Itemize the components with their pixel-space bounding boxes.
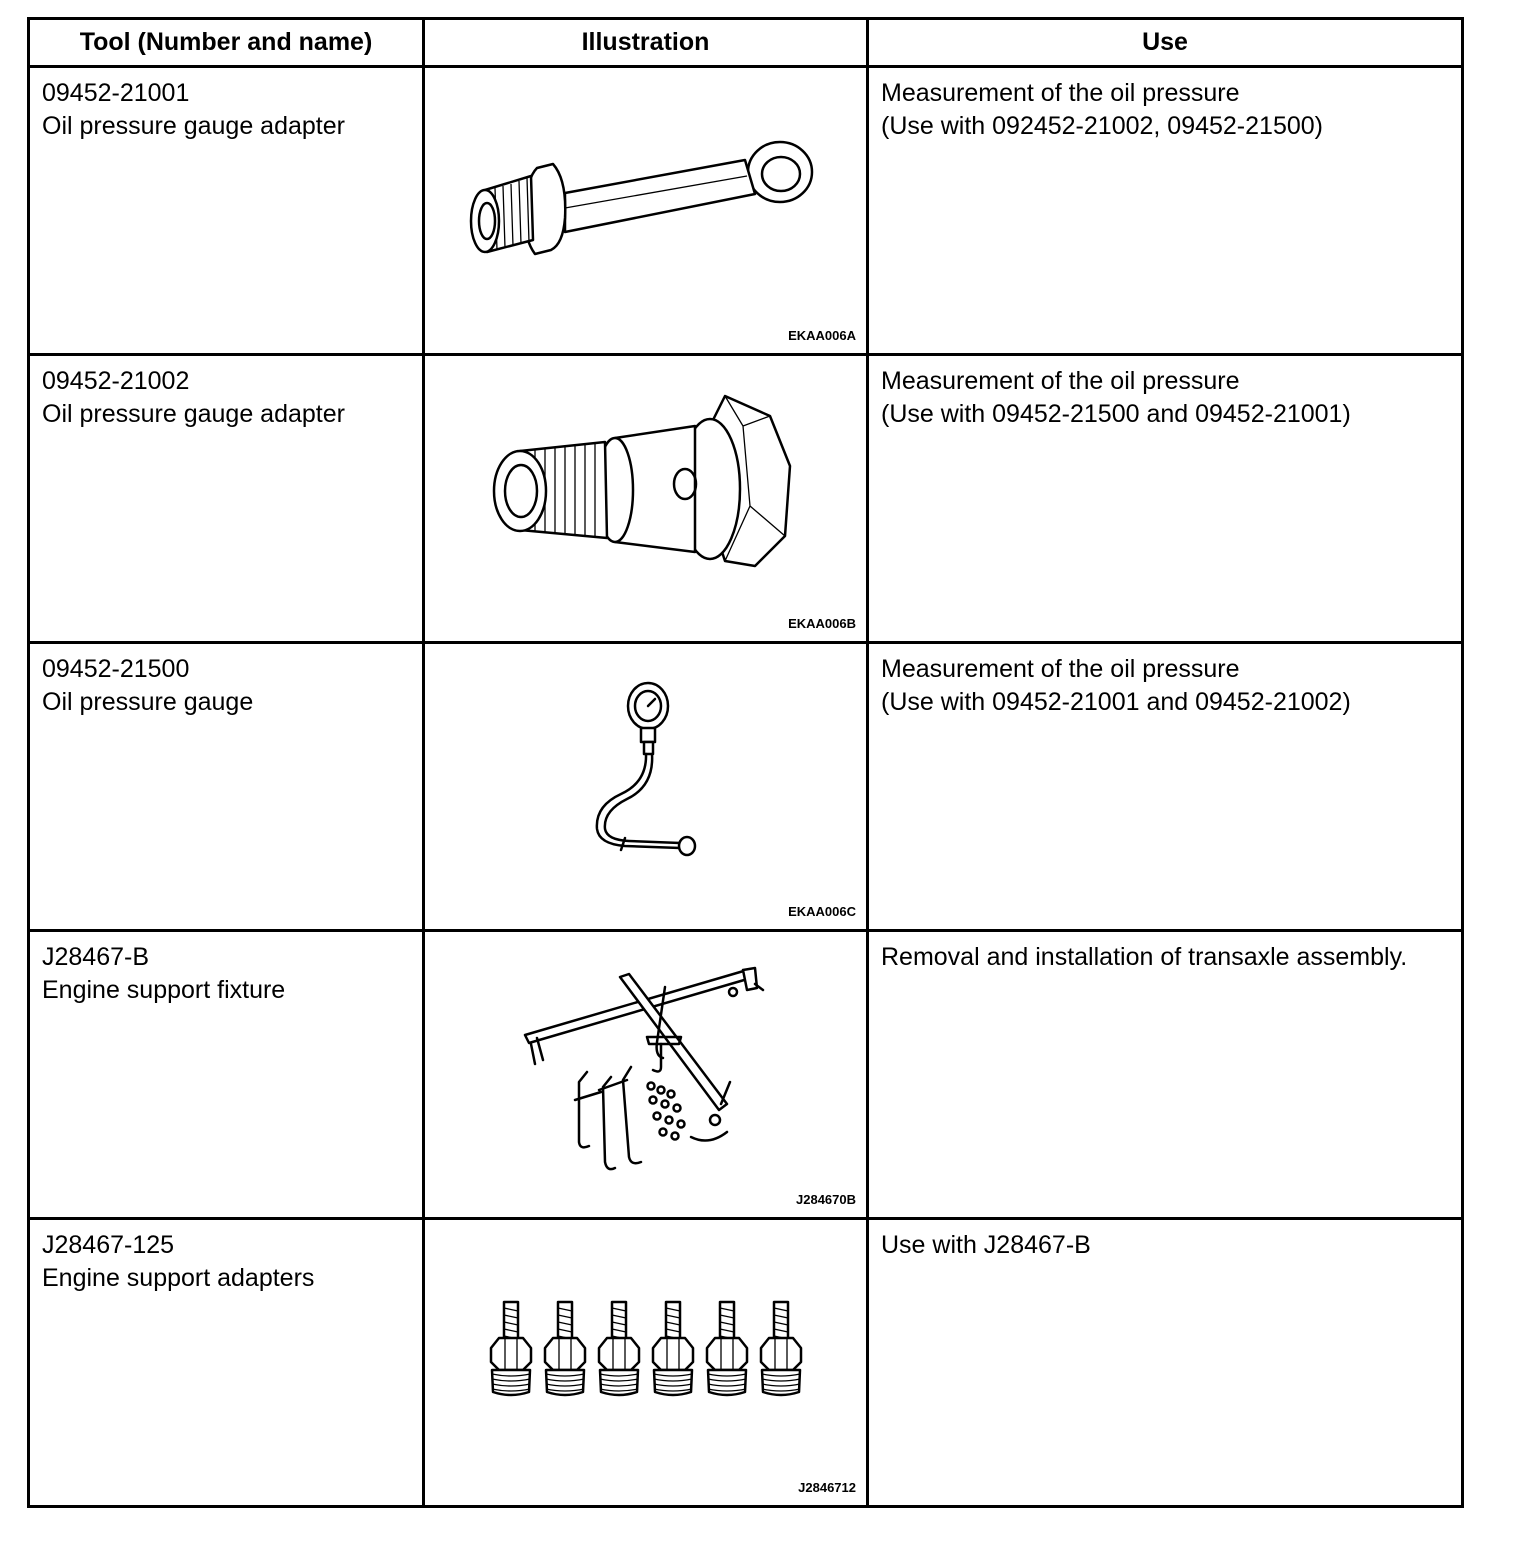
use-line: (Use with 092452-21002, 09452-21500)	[881, 112, 1323, 140]
use-line: (Use with 09452-21500 and 09452-21001)	[881, 400, 1351, 428]
illustration-code: EKAA006C	[788, 904, 856, 919]
header-tool: Tool (Number and name)	[29, 19, 424, 67]
adapter-bolt-icon	[653, 1302, 693, 1395]
header-illustration: Illustration	[424, 19, 868, 67]
header-use: Use	[868, 19, 1463, 67]
tool-number: 09452-21002	[42, 367, 190, 395]
table-row	[29, 931, 1463, 1219]
illustration-code: EKAA006B	[788, 616, 856, 631]
illustration-code: J284670B	[796, 1192, 856, 1207]
table-row	[29, 67, 1463, 355]
use-cell	[868, 67, 1463, 355]
pressure-gauge-icon	[425, 644, 866, 929]
use-line: Use with J28467-B	[881, 1231, 1091, 1259]
adapter-bolt-icon	[761, 1302, 801, 1395]
illustration-cell	[424, 1219, 868, 1507]
use-line: Measurement of the oil pressure	[881, 655, 1240, 683]
use-line: Measurement of the oil pressure	[881, 367, 1240, 395]
adapter-bolt-icon	[545, 1302, 585, 1395]
tool-number: J28467-B	[42, 943, 150, 971]
use-line: (Use with 09452-21001 and 09452-21002)	[881, 688, 1351, 716]
header-row	[29, 19, 1463, 67]
tool-number: 09452-21500	[42, 655, 190, 683]
adapter-bolt-icon	[707, 1302, 747, 1395]
tool-name: Oil pressure gauge adapter	[42, 400, 345, 428]
table-row	[29, 1219, 1463, 1507]
table-row	[29, 355, 1463, 643]
tool-name: Engine support fixture	[42, 976, 286, 1004]
banjo-bolt-adapter-icon	[425, 68, 866, 353]
tool-number: J28467-125	[42, 1231, 175, 1259]
engine-support-fixture-icon	[425, 932, 866, 1217]
illustration-cell	[424, 67, 868, 355]
hex-fitting-adapter-icon	[425, 356, 866, 641]
use-cell	[868, 355, 1463, 643]
tool-name: Oil pressure gauge	[42, 688, 254, 716]
illustration-cell	[424, 355, 868, 643]
special-tools-table	[27, 17, 1464, 1508]
tool-cell	[29, 931, 424, 1219]
tool-cell	[29, 1219, 424, 1507]
use-cell	[868, 643, 1463, 931]
use-line: Measurement of the oil pressure	[881, 79, 1240, 107]
adapter-bolt-icon	[599, 1302, 639, 1395]
illustration-cell	[424, 931, 868, 1219]
table-row	[29, 643, 1463, 931]
tool-name: Oil pressure gauge adapter	[42, 112, 345, 140]
use-cell	[868, 1219, 1463, 1507]
tool-name: Engine support adapters	[42, 1264, 315, 1292]
tool-cell	[29, 355, 424, 643]
illustration-cell	[424, 643, 868, 931]
illustration-code: EKAA006A	[788, 328, 856, 343]
illustration-code: J2846712	[798, 1480, 856, 1495]
tool-cell	[29, 643, 424, 931]
use-line: Removal and installation of transaxle assembly.	[881, 943, 1408, 971]
use-cell	[868, 931, 1463, 1219]
support-adapter-bolts-icon	[425, 1220, 866, 1505]
adapter-bolt-icon	[491, 1302, 531, 1395]
tool-cell	[29, 67, 424, 355]
tool-number: 09452-21001	[42, 79, 190, 107]
